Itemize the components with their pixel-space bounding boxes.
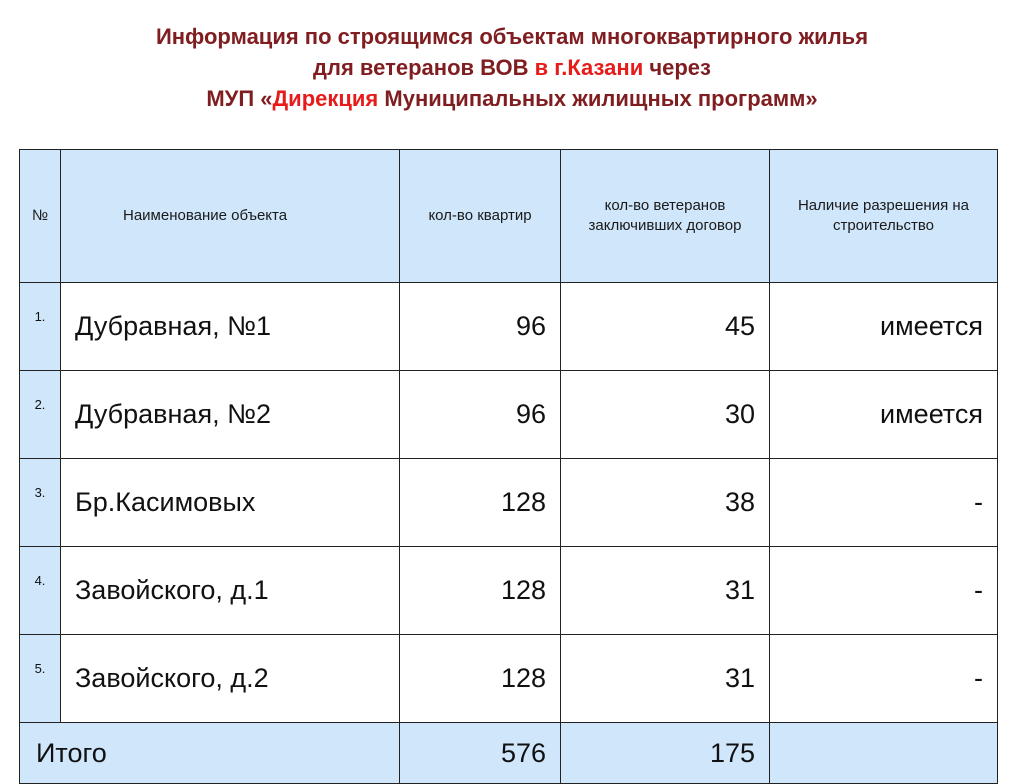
header-veterans: кол-во ветеранов заключивших договор xyxy=(561,150,770,283)
title-directorate: Дирекция xyxy=(272,86,379,111)
row-apartments: 128 xyxy=(400,547,561,635)
row-veterans: 31 xyxy=(561,635,770,723)
table-row xyxy=(20,283,998,371)
row-name: Завойского, д.1 xyxy=(61,547,400,635)
title-line-2-part-a: для ветеранов ВОВ xyxy=(313,55,535,80)
row-apartments: 128 xyxy=(400,459,561,547)
total-veterans: 175 xyxy=(561,723,770,784)
table-row xyxy=(20,459,998,547)
row-permit: - xyxy=(770,635,998,723)
table-row xyxy=(20,547,998,635)
header-permit: Наличие разрешения на строительство xyxy=(770,150,998,283)
total-label: Итого xyxy=(20,723,400,784)
row-apartments: 96 xyxy=(400,371,561,459)
title-line-3 xyxy=(20,83,1004,114)
header-apartments: кол-во квартир xyxy=(400,150,561,283)
row-name: Бр.Касимовых xyxy=(61,459,400,547)
row-name: Дубравная, №2 xyxy=(61,371,400,459)
header-num: № xyxy=(20,150,61,283)
row-number: 3. xyxy=(20,459,61,547)
page-title xyxy=(20,21,1004,114)
table-row xyxy=(20,371,998,459)
title-line-1: Информация по строящимся объектам многоквартирного жилья xyxy=(155,24,869,49)
row-veterans: 30 xyxy=(561,371,770,459)
table-row xyxy=(20,635,998,723)
total-permit xyxy=(770,723,998,784)
title-line-2 xyxy=(20,52,1004,83)
row-name: Дубравная, №1 xyxy=(61,283,400,371)
row-apartments: 96 xyxy=(400,283,561,371)
total-row xyxy=(20,723,998,784)
row-permit: имеется xyxy=(770,283,998,371)
row-permit: имеется xyxy=(770,371,998,459)
row-veterans: 45 xyxy=(561,283,770,371)
title-line-2-part-b: через xyxy=(643,55,711,80)
row-permit: - xyxy=(770,459,998,547)
title-line-3-part-b: Муниципальных жилищных программ» xyxy=(378,86,818,111)
row-number: 5. xyxy=(20,635,61,723)
title-city: в г.Казани xyxy=(534,55,644,80)
row-name: Завойского, д.2 xyxy=(61,635,400,723)
row-permit: - xyxy=(770,547,998,635)
row-number: 1. xyxy=(20,283,61,371)
row-veterans: 38 xyxy=(561,459,770,547)
row-number: 4. xyxy=(20,547,61,635)
total-apartments: 576 xyxy=(400,723,561,784)
header-name: Наименование объекта xyxy=(61,150,400,283)
objects-table xyxy=(19,149,998,784)
row-apartments: 128 xyxy=(400,635,561,723)
row-number: 2. xyxy=(20,371,61,459)
title-line-3-part-a: МУП « xyxy=(206,86,273,111)
row-veterans: 31 xyxy=(561,547,770,635)
table-header-row xyxy=(20,150,998,283)
